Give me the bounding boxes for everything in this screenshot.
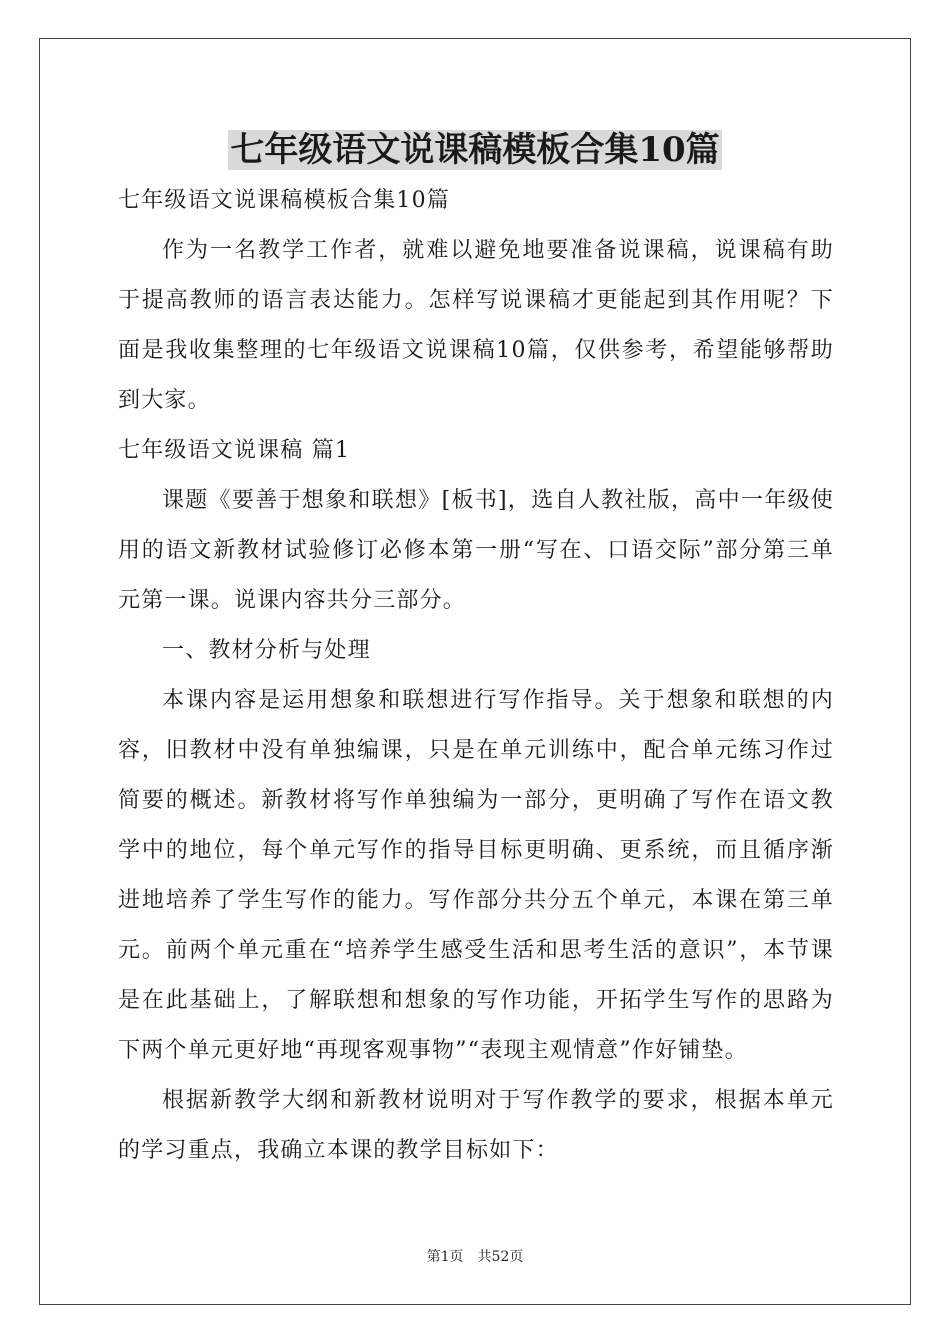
- goals-paragraph: 根据新教学大纲和新教材说明对于写作教学的要求，根据本单元的学习重点，我确立本课的教学目标如下：: [118, 1088, 834, 1163]
- section-heading: 七年级语文说课稿 篇1: [118, 438, 351, 463]
- document-subtitle: 七年级语文说课稿模板合集10篇: [118, 188, 450, 213]
- analysis-paragraph: 本课内容是运用想象和联想进行写作指导。关于想象和联想的内容，旧教材中没有单独编课，只是在单元训练中，配合单元练习作过简要的概述。新教材将写作单独编为一部分，更明确了写作在语文教学中的地位，每个单元写作的指导目标更明确、更系统，而且循序渐进地培养了学生写作的能力。写作部分共分五个单元，本课在第三单元。前两个单元重在“培养学生感受生活和思考生活的意识”，本节课是在此基础上，了解联想和想象的写作功能，开拓学生写作的思路为下两个单元更好地“再现客观事物”“表现主观情意”作好铺垫。: [118, 688, 834, 1063]
- document-body: [118, 176, 834, 1176]
- document-title: [0, 126, 950, 174]
- topic-paragraph: 课题《要善于想象和联想》[板书]，选自人教社版，高中一年级使用的语文新教材试验修订必修本第一册“写在、口语交际”部分第三单元第一课。说课内容共分三部分。: [118, 488, 834, 613]
- page-footer: 第1页 共52页: [426, 1249, 524, 1265]
- intro-paragraph: 作为一名教学工作者，就难以避免地要准备说课稿，说课稿有助于提高教师的语言表达能力。怎样写说课稿才更能起到其作用呢？下面是我收集整理的七年级语文说课稿10篇，仅供参考，希望能够帮助到大家。: [118, 238, 834, 413]
- sub-heading: 一、教材分析与处理: [162, 638, 371, 663]
- document-title-text: 七年级语文说课稿模板合集10篇: [230, 130, 720, 170]
